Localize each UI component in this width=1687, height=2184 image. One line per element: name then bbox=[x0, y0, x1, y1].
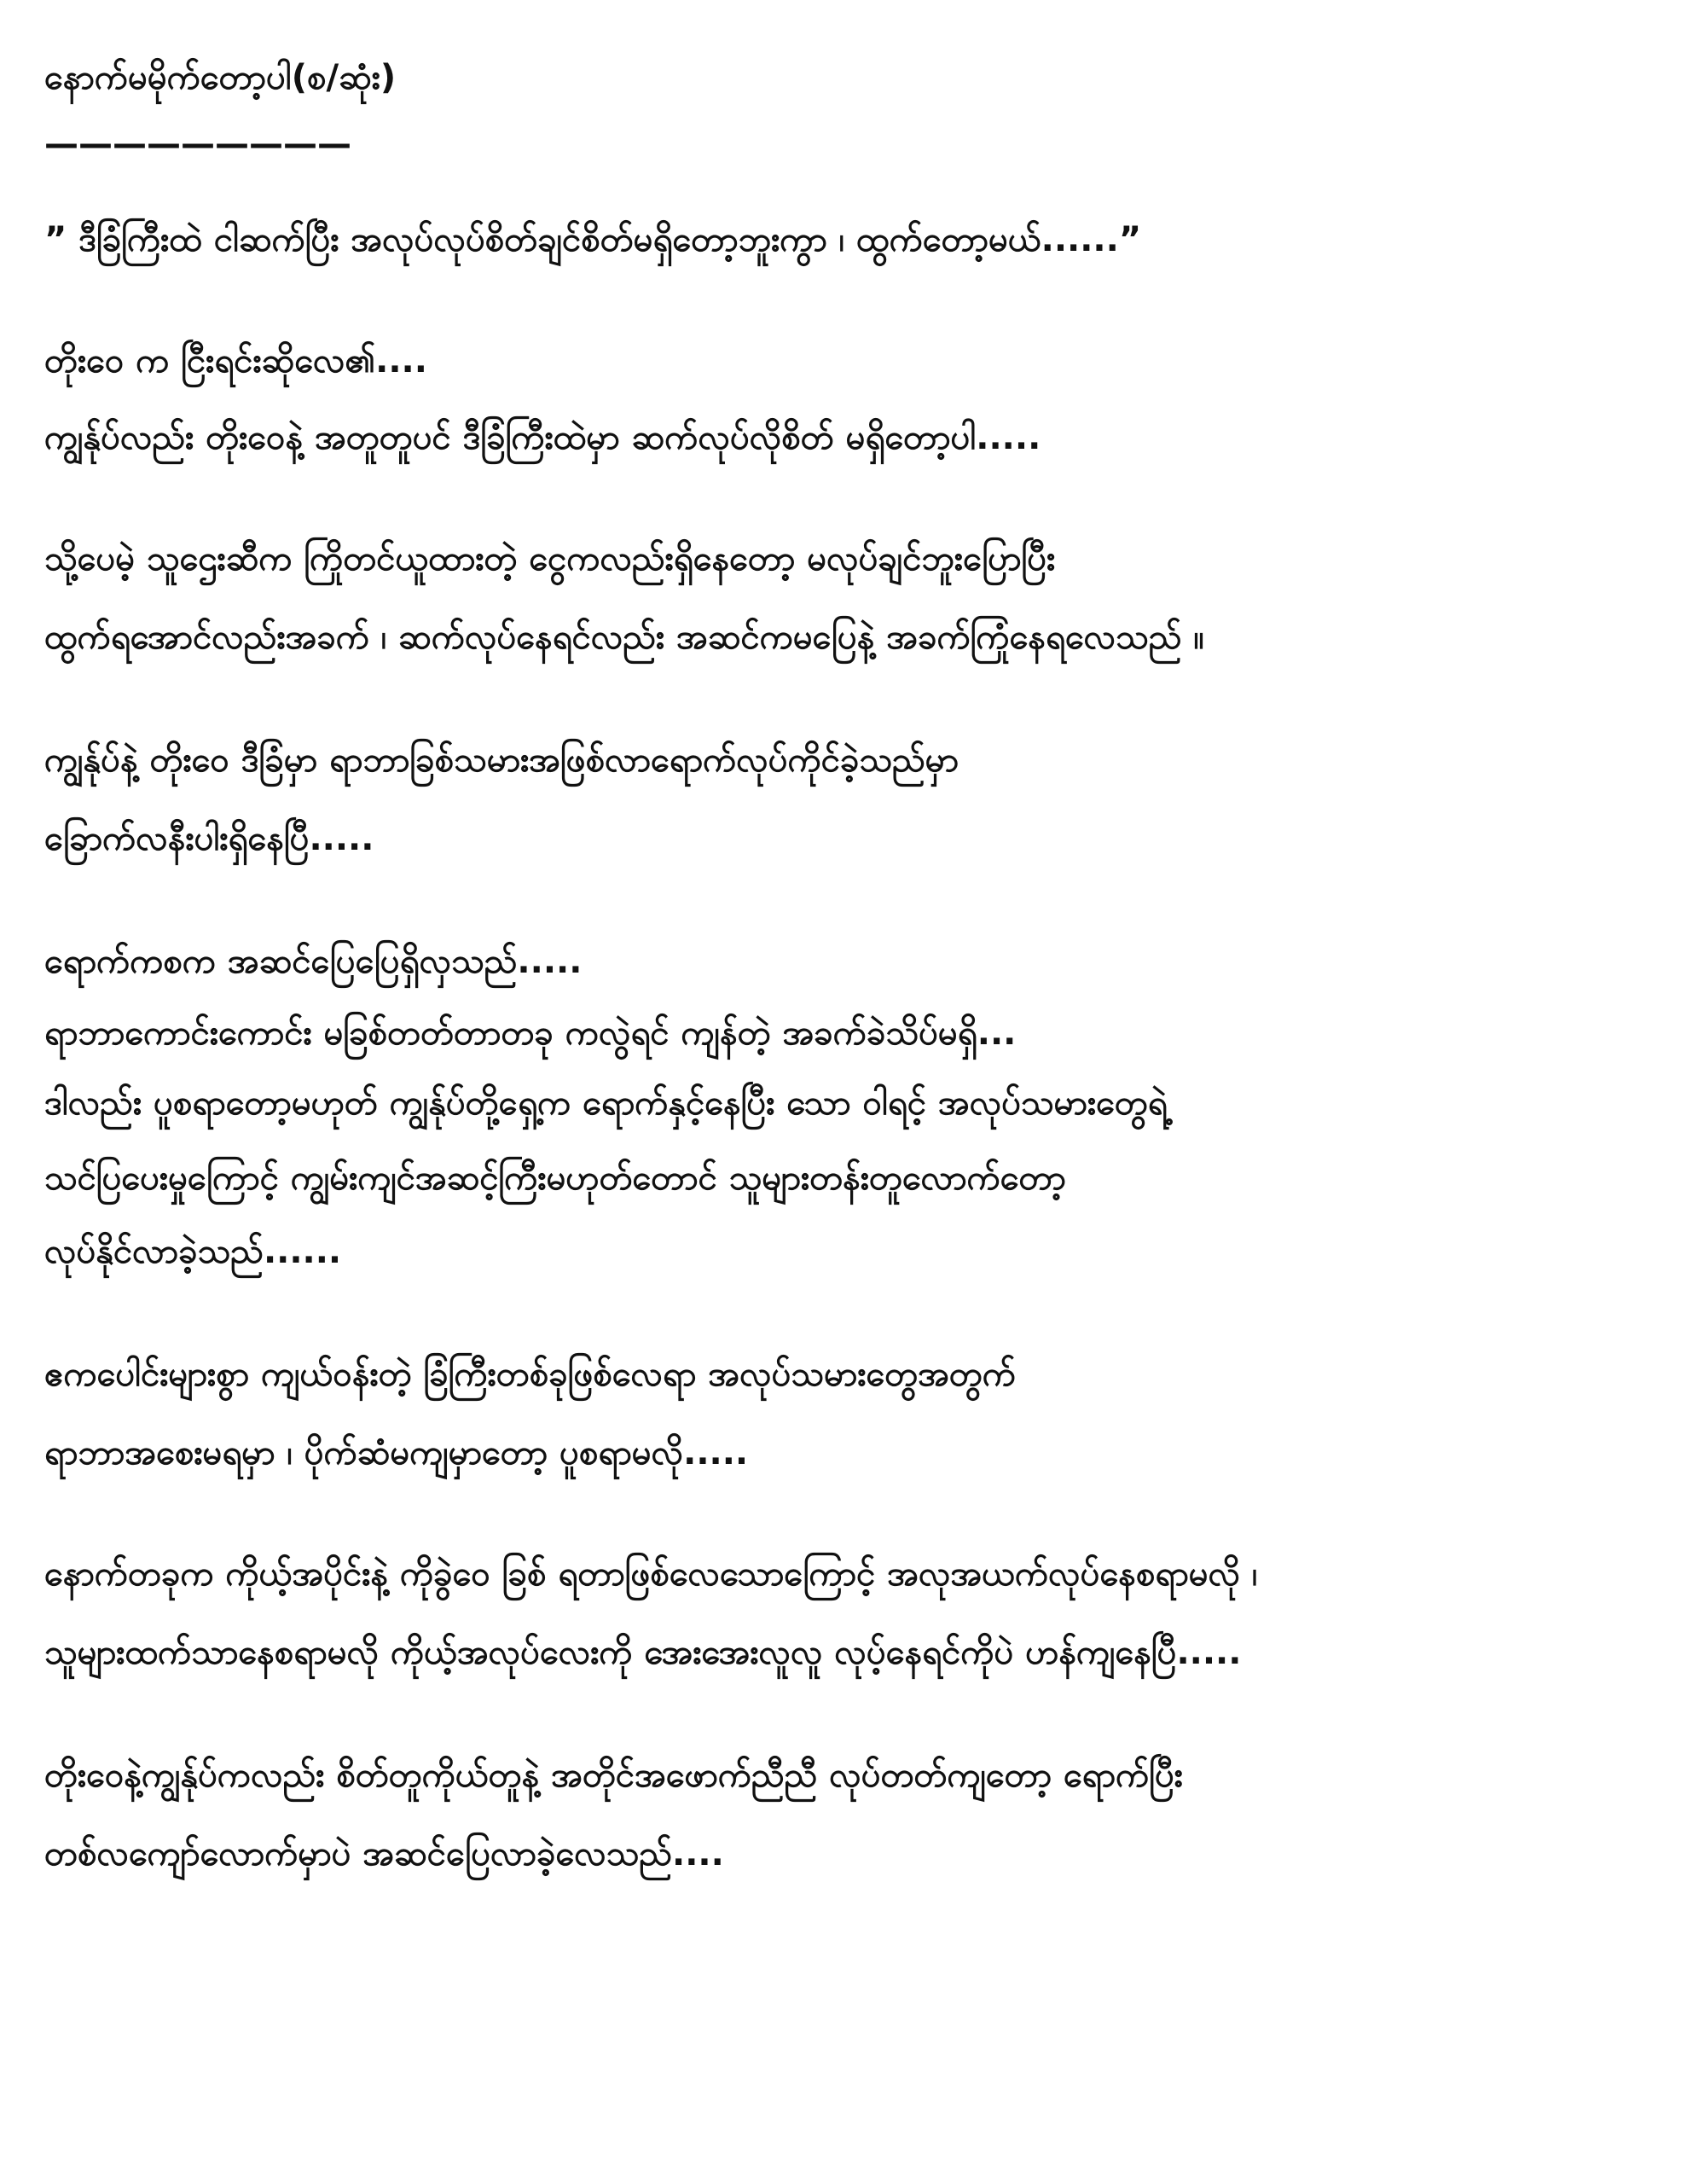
paragraph-line: တိုးဝေနဲ့ကျွန်ုပ်ကလည်း စိတ်တူကိုယ်တူနဲ့ အတိုင်အဖောက်ညီညီ လုပ်တတ်ကျတော့ ရောက်ပြီး bbox=[44, 1756, 1183, 1795]
paragraph-line: သင်ပြပေးမှုကြောင့် ကျွမ်းကျင်အဆင့်ကြီးမဟုတ်တောင် သူများတန်းတူလောက်တော့ bbox=[44, 1159, 1066, 1198]
paragraph-line: ဒါလည်း ပူစရာတော့မဟုတ် ကျွန်ုပ်တို့ရှေ့က ရောက်နှင့်နေပြီး သော ဝါရင့် အလုပ်သမားတွေရဲ့ bbox=[44, 1083, 1168, 1123]
paragraph-line: ရာဘာအစေးမရမှာ ၊ ပိုက်ဆံမကျမှာတော့ ပူစရာမလို..... bbox=[44, 1433, 749, 1472]
paragraph-line: ဧကပေါင်းများစွာ ကျယ်ဝန်းတဲ့ ခြံကြီးတစ်ခုဖြစ်လေရာ အလုပ်သမားတွေအတွက် bbox=[44, 1355, 1017, 1394]
paragraph-line: နောက်တခုက ကိုယ့်အပိုင်းနဲ့ ကိုခွဲဝေ ခြစ် ရတာဖြစ်လေသောကြောင့် အလုအယက်လုပ်နေစရာမလို ၊ bbox=[44, 1554, 1258, 1594]
paragraph-line: လုပ်နိုင်လာခဲ့သည်...... bbox=[44, 1232, 342, 1271]
paragraph-line: ရာဘာကောင်းကောင်း မခြစ်တတ်တာတခု ကလွဲရင် ကျန်တဲ့ အခက်ခဲသိပ်မရှိ... bbox=[44, 1014, 1017, 1053]
title-divider: ————————— bbox=[44, 125, 351, 164]
paragraph-line: ကျွန်ုပ်လည်း တိုးဝေနဲ့ အတူတူပင် ဒီခြံကြီးထဲမှာ ဆက်လုပ်လိုစိတ် မရှိတော့ပါ..... bbox=[44, 418, 1041, 457]
paragraph-line: ထွက်ရအောင်လည်းအခက် ၊ ဆက်လုပ်နေရင်လည်း အဆင်ကမပြေနဲ့ အခက်ကြုံနေရလေသည် ။ bbox=[44, 618, 1204, 657]
paragraph-line: တိုးဝေ က ငြီးရင်းဆိုလေ၏.... bbox=[44, 341, 427, 380]
paragraph-line: တစ်လကျော်လောက်မှာပဲ အဆင်ပြေလာခဲ့လေသည်.... bbox=[44, 1834, 724, 1873]
paragraph-line: သို့ပေမဲ့ သူဌေးဆီက ကြိုတင်ယူထားတဲ့ ငွေကလည်းရှိနေတော့ မလုပ်ချင်ဘူးပြောပြီး bbox=[44, 539, 1056, 578]
paragraph-line: ခြောက်လနီးပါးရှိနေပြီ..... bbox=[44, 819, 374, 858]
paragraph-line: ” ဒီခြံကြီးထဲ ငါဆက်ပြီး အလုပ်လုပ်စိတ်ချင်စိတ်မရှိတော့ဘူးကွာ ၊ ထွက်တော့မယ်......” bbox=[44, 220, 1142, 259]
paragraph-line: ရောက်ကစက အဆင်ပြေပြေရှိလှသည်..... bbox=[44, 942, 583, 981]
document-title: နောက်မမိုက်တော့ပါ(စ/ဆုံး) bbox=[44, 58, 397, 97]
paragraph-line: သူများထက်သာနေစရာမလို ကိုယ့်အလုပ်လေးကို အေးအေးလူလူ လုပ့်နေရင်ကိုပဲ ဟန်ကျနေပြီ..... bbox=[44, 1633, 1242, 1672]
paragraph-line: ကျွန်ုပ်နဲ့ တိုးဝေ ဒီခြံမှာ ရာဘာခြစ်သမားအဖြစ်လာရောက်လုပ်ကိုင်ခဲ့သည်မှာ bbox=[44, 741, 959, 780]
